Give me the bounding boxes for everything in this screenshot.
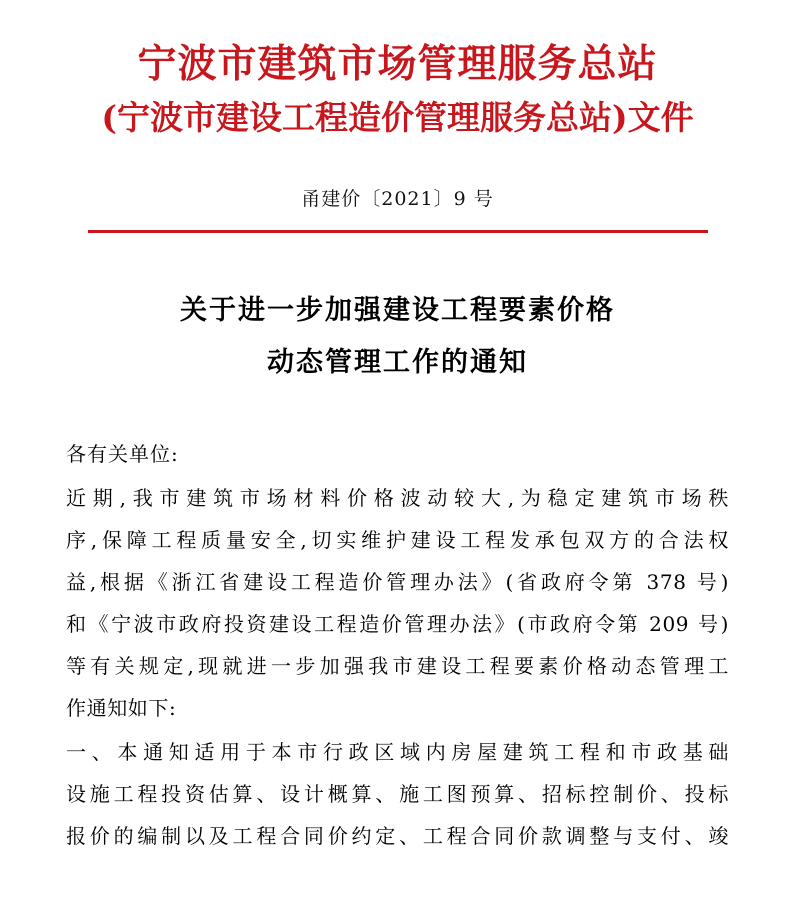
document-title-line-2: 动态管理工作的通知 [267, 347, 528, 378]
paragraph-1-line-6: 作通知如下: [66, 696, 177, 720]
document-number: 甬建价〔2021〕9 号 [301, 188, 494, 210]
paragraph-2 [66, 731, 729, 857]
paragraph-2-line-2: 设施工程投资估算、设计概算、施工图预算、招标控制价、投标 [66, 782, 729, 806]
paragraph-1-line-3: 益,根据《浙江省建设工程造价管理办法》(省政府令第 378 号) [66, 570, 729, 594]
paragraph-2-line-3: 报价的编制以及工程合同价约定、工程合同价款调整与支付、竣 [66, 824, 729, 848]
salutation: 各有关单位: [66, 442, 179, 466]
paragraph-1-line-5: 等有关规定,现就进一步加强我市建设工程要素价格动态管理工 [66, 654, 729, 678]
paragraph-2-line-1: 一、本通知适用于本市行政区域内房屋建筑工程和市政基础 [66, 740, 729, 764]
masthead-subtitle-document-label: (宁波市建设工程造价管理服务总站)文件 [101, 98, 694, 137]
document-title-line-1: 关于进一步加强建设工程要素价格 [180, 295, 615, 326]
red-separator-rule [88, 230, 708, 233]
paragraph-1-line-2: 序,保障工程质量安全,切实维护建设工程发承包双方的合法权 [66, 528, 729, 552]
paragraph-1-line-1: 近期,我市建筑市场材料价格波动较大,为稳定建筑市场秩 [66, 486, 729, 510]
masthead-organization-name: 宁波市建筑市场管理服务总站 [137, 41, 658, 87]
paragraph-1 [66, 477, 729, 729]
document-body [66, 433, 729, 857]
masthead [0, 0, 795, 142]
paragraph-1-line-4: 和《宁波市政府投资建设工程造价管理办法》(市政府令第 209 号) [66, 612, 729, 636]
document-title [0, 285, 795, 389]
